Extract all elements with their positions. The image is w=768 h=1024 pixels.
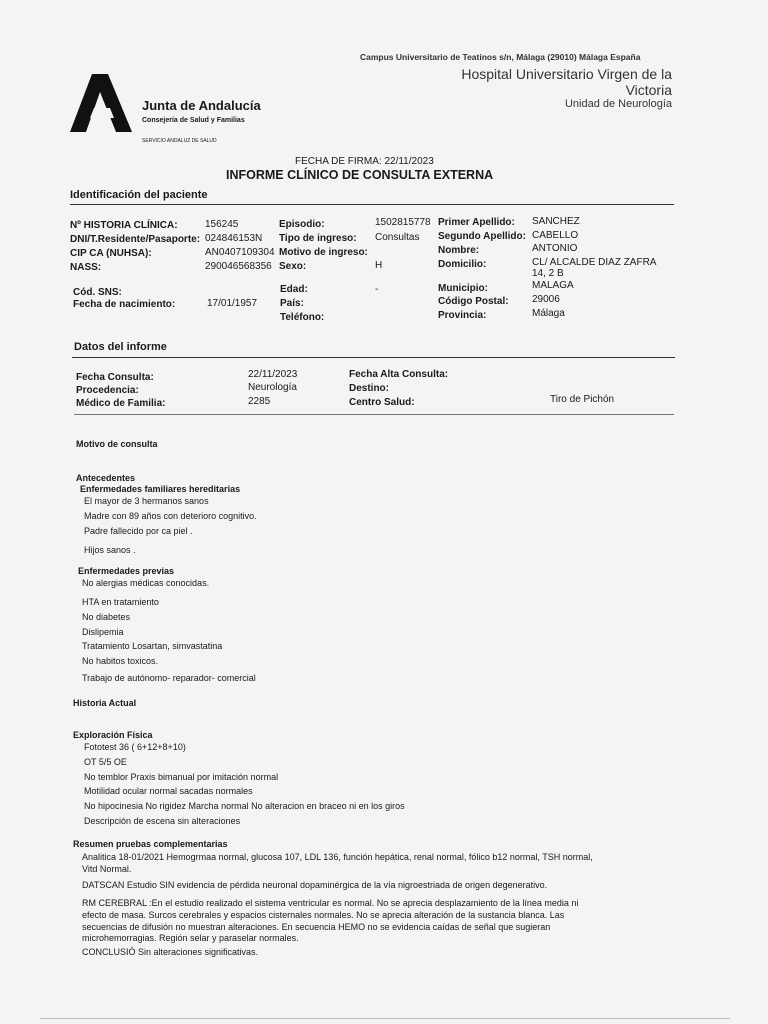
value-nacimiento: 17/01/1957 xyxy=(207,298,258,309)
value-domicilio-line1: CL/ ALCALDE DIAZ ZAFRA xyxy=(532,257,657,268)
patient-section-divider xyxy=(70,204,674,205)
label-tipo-ingreso: Tipo de ingreso: xyxy=(279,233,357,244)
previas-item: Tratamiento Losartan, simvastatina xyxy=(82,641,223,651)
familiares-item: El mayor de 3 hermanos sanos xyxy=(84,496,209,506)
value-provincia: Málaga xyxy=(532,308,565,319)
label-motivo-ingreso: Motivo de ingreso: xyxy=(279,247,368,258)
value-nombre: ANTONIO xyxy=(532,243,578,254)
previas-item: No diabetes xyxy=(82,612,131,622)
value-nass: 290046568356 xyxy=(205,261,272,272)
previas-item: Dislipemia xyxy=(82,627,124,637)
label-sexo: Sexo: xyxy=(279,261,307,272)
exploracion-item: No temblor Praxis bimanual por imitación normal xyxy=(84,772,279,782)
value-tipo-ingreso: Consultas xyxy=(375,232,420,243)
label-segundo-apellido: Segundo Apellido: xyxy=(438,231,526,242)
label-fecha-consulta: Fecha Consulta: xyxy=(76,372,154,383)
label-domicilio: Domicilio: xyxy=(438,259,487,270)
label-centro-salud: Centro Salud: xyxy=(349,397,415,408)
pruebas-item: Analitica 18-01/2021 Hemogrmaa normal, glucosa 107, LDL 136, función hepática, renal normal, fólico b12 normal, TSH normal, xyxy=(82,852,593,862)
value-centro-salud: Tiro de Pichón xyxy=(550,394,615,405)
label-cip: CIP CA (NUHSA): xyxy=(70,248,152,259)
hospital-name-line1: Hospital Universitario Virgen de la xyxy=(461,66,672,82)
report-bottom-divider xyxy=(74,414,674,415)
label-sns: Cód. SNS: xyxy=(73,287,122,298)
exploracion-item: Fototest 36 ( 6+12+8+10) xyxy=(84,742,186,752)
label-nombre: Nombre: xyxy=(438,245,480,256)
previas-item: Trabajo de autónomo- reparador- comercial xyxy=(82,673,256,683)
motivo-title: Motivo de consulta xyxy=(76,439,158,449)
label-procedencia: Procedencia: xyxy=(76,385,139,396)
page-footer-line xyxy=(40,1018,730,1019)
pruebas-item: efecto de masa. Surcos cerebrales y espacios cisternales normales. No se aprecia alteración de la sustancia blanca. Las xyxy=(82,910,565,920)
familiares-title: Enfermedades familiares hereditarias xyxy=(80,484,241,494)
pruebas-item: microhemorragias. Región selar y paraselar normales. xyxy=(82,933,299,943)
logo-service: SERVICIO ANDALUZ DE SALUD xyxy=(142,138,217,144)
logo-title: Junta de Andalucía xyxy=(142,98,261,113)
previas-item: HTA en tratamiento xyxy=(82,597,159,607)
junta-andalucia-logo xyxy=(70,74,132,132)
unit-name: Unidad de Neurología xyxy=(564,98,672,110)
value-cip: AN0407109304 xyxy=(205,247,275,258)
label-historia: Nº HISTORIA CLÍNICA: xyxy=(70,220,178,231)
label-nacimiento: Fecha de nacimiento: xyxy=(73,299,176,310)
label-destino: Destino: xyxy=(349,383,389,394)
previas-item: No alergias médicas conocidas. xyxy=(82,578,210,588)
pruebas-item: Vitd Normal. xyxy=(82,864,132,874)
logo-a-mark-icon xyxy=(70,74,132,132)
pruebas-item: CONCLUSIÓ Sin alteraciones significativas. xyxy=(82,947,259,957)
value-edad: - xyxy=(375,284,379,295)
exploracion-item: No hipocinesia No rigidez Marcha normal No alteracion en braceo ni en los giros xyxy=(84,801,405,811)
label-medico: Médico de Familia: xyxy=(76,398,166,409)
label-municipio: Municipio: xyxy=(438,283,488,294)
exploracion-item: Motilidad ocular normal sacadas normales xyxy=(84,786,253,796)
hospital-name-line2: Victoria xyxy=(625,82,672,98)
exploracion-title: Exploración Física xyxy=(73,730,153,740)
value-dni: 024846153N xyxy=(205,233,263,244)
patient-section-title: Identificación del paciente xyxy=(70,189,208,201)
label-fecha-alta: Fecha Alta Consulta: xyxy=(349,369,449,380)
value-primer-apellido: SANCHEZ xyxy=(532,216,580,227)
value-episodio: 1502815778 xyxy=(375,217,431,228)
report-section-title: Datos del informe xyxy=(74,341,167,353)
label-dni: DNI/T.Residente/Pasaporte: xyxy=(70,234,201,245)
value-municipio: MALAGA xyxy=(532,280,574,291)
previas-item: No habitos toxicos. xyxy=(82,656,159,666)
familiares-item: Padre fallecido por ca piel . xyxy=(84,526,193,536)
label-codigo-postal: Código Postal: xyxy=(438,296,509,307)
logo-subtitle: Consejería de Salud y Familias xyxy=(142,117,245,124)
value-procedencia: Neurología xyxy=(248,382,297,393)
antecedentes-title: Antecedentes xyxy=(76,473,136,483)
familiares-item: Hijos sanos . xyxy=(84,545,136,555)
label-edad: Edad: xyxy=(280,284,308,295)
label-telefono: Teléfono: xyxy=(280,312,325,323)
value-domicilio-line2: 14, 2 B xyxy=(532,268,564,279)
value-fecha-consulta: 22/11/2023 xyxy=(248,369,298,380)
label-primer-apellido: Primer Apellido: xyxy=(438,217,515,228)
value-historia: 156245 xyxy=(205,219,239,230)
pruebas-title: Resumen pruebas complementarias xyxy=(73,839,228,849)
exploracion-item: Descripción de escena sin alteraciones xyxy=(84,816,241,826)
pruebas-item: DATSCAN Estudio SIN evidencia de pérdida neuronal dopaminérgica de la vía nigroestriada de origen degenerativo. xyxy=(82,880,548,890)
report-section-divider xyxy=(72,357,675,358)
pruebas-item: RM CEREBRAL :En el estudio realizado el sistema ventricular es normal. No se aprecia desplazamiento de la línea media ni xyxy=(82,898,579,908)
historia-title: Historia Actual xyxy=(73,698,137,708)
value-codigo-postal: 29006 xyxy=(532,294,560,305)
previas-title: Enfermedades previas xyxy=(78,566,175,576)
exploracion-item: OT 5/5 OE xyxy=(84,757,127,767)
sign-date: FECHA DE FIRMA: 22/11/2023 xyxy=(295,156,434,167)
label-nass: NASS: xyxy=(70,262,102,273)
value-sexo: H xyxy=(375,260,383,271)
label-episodio: Episodio: xyxy=(279,219,325,230)
pruebas-item: secuencias de difusión no muestran alteraciones. En secuencia HEMO no se evidencia caídas de señal que sugieran xyxy=(82,922,551,932)
value-medico: 2285 xyxy=(248,396,271,407)
value-segundo-apellido: CABELLO xyxy=(532,230,579,241)
hospital-address: Campus Universitario de Teatinos s/n, Málaga (29010) Málaga España xyxy=(360,52,641,62)
familiares-item: Madre con 89 años con deterioro cognitivo. xyxy=(84,511,257,521)
report-title: INFORME CLÍNICO DE CONSULTA EXTERNA xyxy=(226,168,494,182)
label-provincia: Provincia: xyxy=(438,310,487,321)
label-pais: País: xyxy=(280,298,304,309)
